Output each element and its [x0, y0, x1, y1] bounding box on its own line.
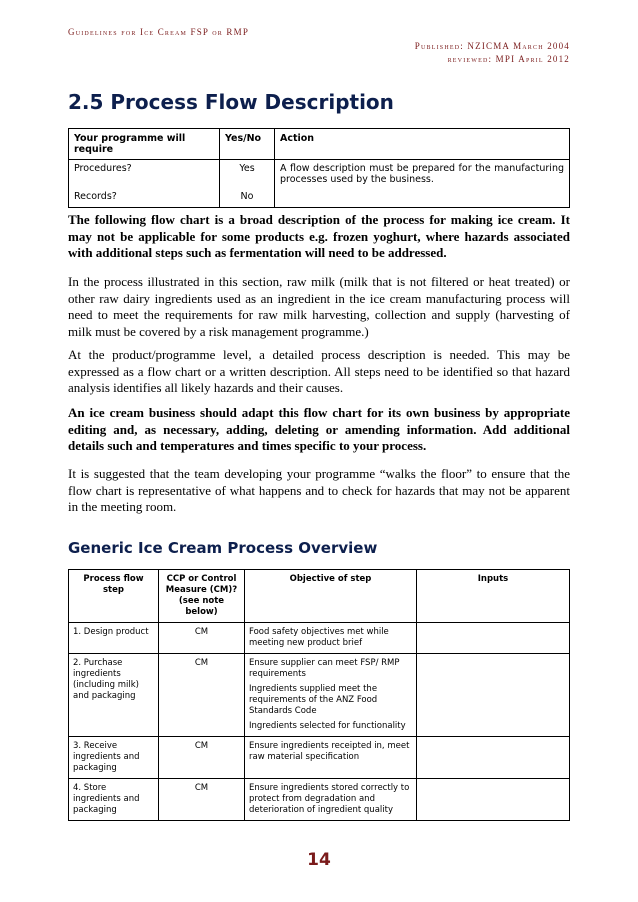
- reviewed-line: reviewed: MPI April 2012: [447, 54, 570, 64]
- requirement-answer: No: [220, 188, 275, 208]
- header-cell: Objective of step: [245, 570, 417, 623]
- flow-objective: [245, 737, 417, 779]
- flow-cm: CM: [159, 779, 245, 821]
- flow-row: [69, 737, 570, 779]
- requirements-row: [69, 188, 570, 208]
- requirement-answer: Yes: [220, 160, 275, 189]
- flow-header-row: [69, 570, 570, 623]
- flow-objective: [245, 623, 417, 654]
- objective-line: Ingredients selected for functionality: [249, 721, 406, 731]
- flow-step: 1. Design product: [69, 623, 159, 654]
- published-line: Published: NZICMA March 2004: [414, 41, 570, 51]
- flow-inputs: [417, 737, 570, 779]
- flow-inputs: [417, 654, 570, 737]
- flow-row: [69, 654, 570, 737]
- flow-cm: CM: [159, 654, 245, 737]
- flow-row: [69, 779, 570, 821]
- objective-line: Food safety objectives met while meeting new product brief: [249, 627, 389, 648]
- page-number: 14: [307, 850, 331, 870]
- flow-cm: CM: [159, 737, 245, 779]
- intro-paragraph: The following flow chart is a broad description of the process for making ice cream. It may not be applicable for some products e.g. frozen yoghurt, where hazards associated with additional steps such as fermentation will need to be addressed.: [68, 212, 570, 261]
- objective-line: Ensure ingredients stored correctly to protect from degradation and deterioration of ingredient quality: [249, 783, 410, 815]
- walk-floor-paragraph: It is suggested that the team developing your programme “walks the floor” to ensure that the flow chart is representative of what happens and to check for hazards that may not be apparent in the meeting room.: [68, 466, 570, 515]
- header-cell: Process flow step: [69, 570, 159, 623]
- requirement-action: [275, 188, 570, 208]
- subsection-title: Generic Ice Cream Process Overview: [68, 539, 378, 557]
- objective-line: Ingredients supplied meet the requirements of the ANZ Food Standards Code: [249, 684, 378, 716]
- requirements-header-row: [69, 129, 570, 160]
- section-title: 2.5 Process Flow Description: [68, 90, 394, 114]
- running-header-title: Guidelines for Ice Cream FSP or RMP: [68, 27, 250, 37]
- requirement-item: Procedures?: [69, 160, 220, 189]
- flow-step: 4. Store ingredients and packaging: [69, 779, 159, 821]
- requirement-item: Records?: [69, 188, 220, 208]
- flow-objective: [245, 654, 417, 737]
- flow-objective: [245, 779, 417, 821]
- raw-milk-paragraph: In the process illustrated in this section, raw milk (milk that is not filtered or heat treated) or other raw dairy ingredients used as an ingredient in the ice cream manufacturing process will need to meet the requirements for raw milk harvesting, collection and supply (harvesting of milk must be covered by a risk management programme.): [68, 274, 570, 339]
- flow-cm: CM: [159, 623, 245, 654]
- process-flow-table: [68, 569, 570, 821]
- header-cell: Yes/No: [220, 129, 275, 160]
- header-cell: Your programme will require: [69, 129, 220, 160]
- requirement-action: A flow description must be prepared for the manufacturing processes used by the business.: [275, 160, 570, 189]
- flow-inputs: [417, 779, 570, 821]
- requirements-row: [69, 160, 570, 189]
- requirements-table: [68, 128, 570, 208]
- flow-row: [69, 623, 570, 654]
- header-cell: Action: [275, 129, 570, 160]
- flow-inputs: [417, 623, 570, 654]
- header-cell: CCP or Control Measure (CM)? (see note below): [159, 570, 245, 623]
- objective-line: Ensure ingredients receipted in, meet raw material specification: [249, 741, 410, 762]
- adapt-paragraph: An ice cream business should adapt this flow chart for its own business by appropriate editing and, as necessary, adding, deleting or amending information. Add additional details such and temperatures and times specific to your process.: [68, 405, 570, 454]
- header-cell: Inputs: [417, 570, 570, 623]
- flow-step: 2. Purchase ingredients (including milk) and packaging: [69, 654, 159, 737]
- running-header-publication: [415, 40, 570, 66]
- flow-step: 3. Receive ingredients and packaging: [69, 737, 159, 779]
- objective-line: Ensure supplier can meet FSP/ RMP requirements: [249, 658, 400, 679]
- detail-paragraph: At the product/programme level, a detailed process description is needed. This may be expressed as a flow chart or a written description. All steps need to be identified so that hazard analysis identifies all likely hazards and their causes.: [68, 347, 570, 396]
